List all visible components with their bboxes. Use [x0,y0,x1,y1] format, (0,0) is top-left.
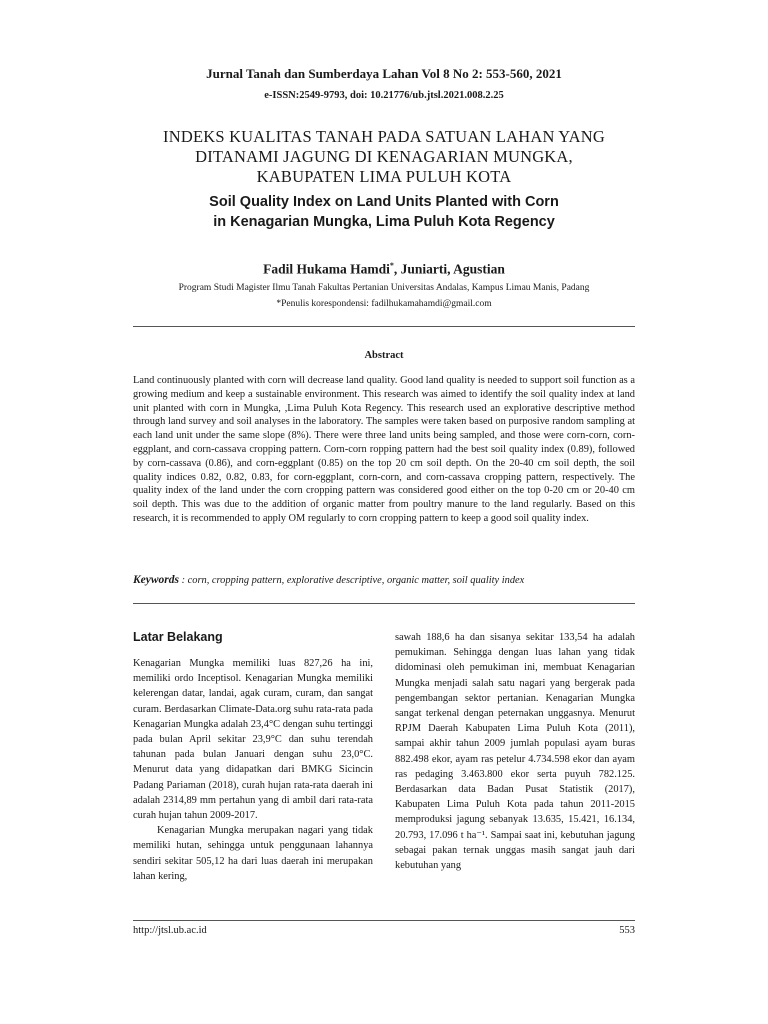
title-en-line: in Kenagarian Mungka, Lima Puluh Kota Regency [213,214,555,230]
footer-url: http://jtsl.ub.ac.id [133,925,207,936]
author-rest: , Juniarti, Agustian [393,261,505,277]
affiliation: Program Studi Magister Ilmu Tanah Fakultas Pertanian Universitas Andalas, Kampus Limau Manis, Padang [178,283,590,293]
paragraph: sawah 188,6 ha dan sisanya sekitar 133,54 ha adalah pemukiman. Sehingga dengan luas lahan yang tidak didominasi oleh pemukiman ini, membuat Kenagarian Mungka menjadi salah satu nagari yang bergerak pada pengembangan sektor pertanian. Kenagarian Mungka sangat terkenal dengan peternakan unggasnya. Menurut RPJM Daerah Kabupaten Lima Puluh Kota (2011), sampai akhir tahun 2009 jumlah populasi ayam buras 882.498 ekor, ayam ras petelur 4.734.598 ekor dan ayam ras pedaging 3.463.800 ekor serta puyuh 782.125. Berdasarkan data Badan Pusat Statistik (2017), Kabupaten Lima Puluh Kota pada tahun 2011-2015 memproduksi jagung sebanyak 13.635, 15.421, 16.134, 20.793, 17.096 t ha⁻¹. Sampai saat ini, kebutuhan jagung sebagai pakan ternak unggas masih sangat jauh dari kebutuhan yang [395,632,635,872]
journal-citation: Jurnal Tanah dan Sumberdaya Lahan Vol 8 No 2: 553-560, 2021 [206,66,562,81]
title-id-line: INDEKS KUALITAS TANAH PADA SATUAN LAHAN YANG [163,127,605,146]
correspondence: *Penulis korespondensi: fadilhukamahamdi@gmail.com [276,299,492,309]
paragraph: Kenagarian Mungka merupakan nagari yang tidak memiliki hutan, sehingga untuk penggunaan lahannya sendiri sekitar 505,12 ha dari luas daerah ini merupakan lahan kering, [133,825,373,882]
title-english [120,192,648,232]
keywords [133,574,635,586]
author-first: Fadil Hukama Hamdi [263,261,390,277]
authors [0,261,768,278]
keywords-list: : corn, cropping pattern, explorative descriptive, organic matter, soil quality index [181,575,525,586]
divider-top [133,326,635,327]
section-heading: Latar Belakang [133,630,223,644]
abstract-heading: Abstract [364,350,404,361]
column-right [395,630,635,873]
title-en-line: Soil Quality Index on Land Units Planted with Corn [209,194,559,210]
keywords-label: Keywords [133,574,179,586]
abstract-body: Land continuously planted with corn will decrease land quality. Good land quality is needed to support soil function as a growing medium and keep a sustainable environment. This research was aimed to identify the soil quality index at land unit planted with corn in Mungka, ,Lima Puluh Kota Regency. This research used an explorative descriptive method through land survey and soil analyses in the laboratory. The samples were taken based on purposive random sampling at each land unit under the same slope (8%). There were three land units being sampled, and those were corn-corn, corn-eggplant, and corn-cassava cropping pattern. Corn-corn ropping pattern had the best soil quality index (0.89), followed by corn-cassava (0.86), and corn-eggplant (0.85) on the top 20 cm soil depth. On the 20-40 cm soil depth, the soil quality indices 0.82, 0.82, 0.83, for corn-eggplant, corn-corn, and corn-cassava cropping pattern, respectively. The quality index of the land under the corn cropping pattern was considered good either on the top 0-20 cm or 20-40 cm soil depth. This was due to the addition of organic matter from poultry manure to the land regularly. Based on this research, it is recommended to apply OM regularly to corn cropping pattern to keep a good soil quality index. [133,375,635,524]
title-indonesian [120,127,648,187]
page-number: 553 [619,925,635,936]
issn-doi: e-ISSN:2549-9793, doi: 10.21776/ub.jtsl.2021.008.2.25 [264,90,504,101]
title-id-line: KABUPATEN LIMA PULUH KOTA [256,167,512,186]
divider-footer [133,920,635,921]
divider-middle [133,603,635,604]
corresponding-mark: * [389,261,394,270]
column-left [133,630,373,884]
title-id-line: DITANAMI JAGUNG DI KENAGARIAN MUNGKA, [195,147,573,166]
paragraph: Kenagarian Mungka memiliki luas 827,26 ha ini, memiliki ordo Inceptisol. Kenagarian Mungka memiliki kelerengan datar, landai, agak curam, curam, dan sangat curam. Berdasarkan Climate-Data.org suhu rata-rata pada Kenagarian Mungka adalah 23,4°C dengan suhu tertinggi pada bulan April sekitar 23,9°C dan suhu terendah tahunan pada bulan Januari dengan suhu 23,0°C. Menurut data yang didapatkan dari BMKG Sicincin Padang Pariaman (2018), curah hujan rata-rata daerah ini adalah 2314,89 mm pertahun yang di ambil dari rata-rata curah hujan tahun 2009-2017. [133,658,373,822]
